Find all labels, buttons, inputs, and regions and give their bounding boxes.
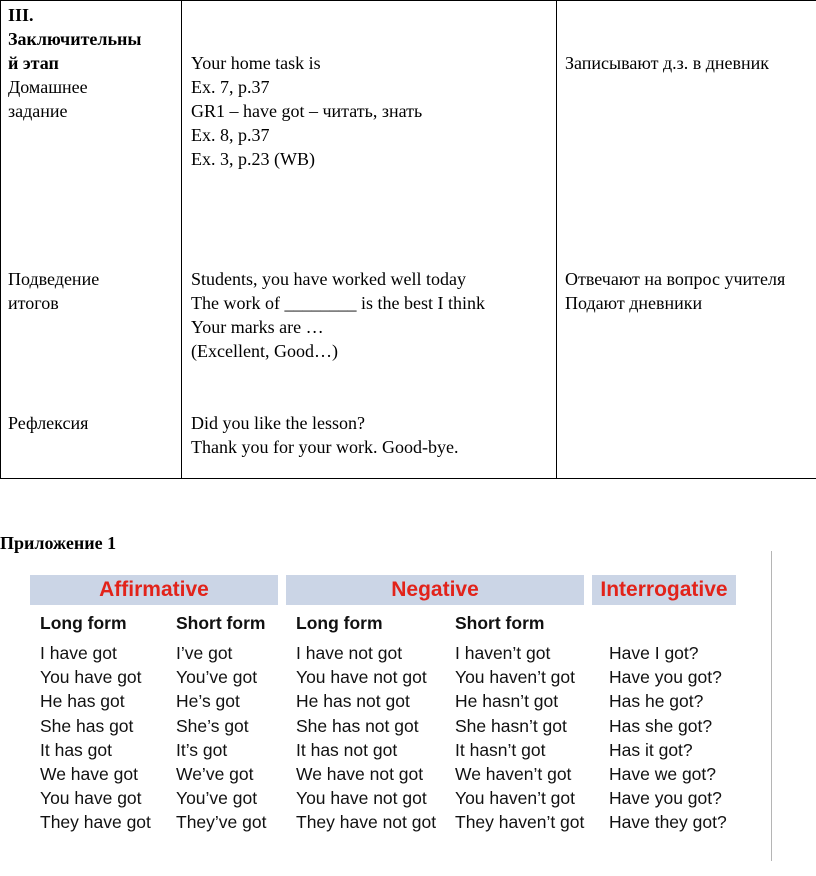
list-item: Has he got? (609, 691, 704, 712)
scan-edge-line (771, 551, 772, 861)
list-item: Have you got? (609, 667, 722, 688)
list-item: You have not got (296, 667, 427, 688)
list-item: I have got (40, 643, 117, 663)
list-item: Have they got? (609, 812, 727, 833)
list-item: We have not got (296, 764, 424, 785)
appendix-title: Приложение 1 (0, 533, 117, 553)
list-item: You’ve got (176, 667, 258, 688)
list-item: You have not got (296, 788, 427, 809)
header-affirmative: Affirmative (30, 575, 278, 605)
teacher-activity-homework: Your home task is Ex. 7, p.37 GR1 – have got – читать, знать Ex. 8, p.37 Ex. 3, p.23 (WB) (191, 53, 423, 169)
list-item: She’s got (176, 715, 249, 736)
stage-name-homework: Домашнее задание (8, 77, 88, 121)
teacher-activity-reflection: Did you like the lesson? Thank you for your work. Good-bye. (191, 413, 459, 457)
list-item: You have got (40, 667, 142, 688)
column-aff-short (176, 641, 266, 835)
list-item: You have got (40, 788, 142, 809)
list-item: I’ve got (176, 643, 233, 663)
student-activity-homework: Записывают д.з. в дневник (565, 53, 770, 73)
list-item: She has got (40, 715, 134, 736)
column-interrogative (609, 641, 727, 835)
list-item: You’ve got (176, 788, 258, 809)
table-border-left (0, 0, 1, 479)
stage-name-reflection: Рефлексия (8, 413, 89, 433)
teacher-activity-summary: Students, you have worked well today The work of ________ is the best I think Your marks are … (Excellent, Good…) (191, 269, 485, 361)
table-column-divider (556, 0, 557, 479)
list-item: Have you got? (609, 788, 722, 809)
student-activity-summary: Отвечают на вопрос учителя Подают дневники (565, 269, 786, 313)
list-item: They have not got (296, 812, 437, 833)
subheader-neg-long: Long form (296, 613, 383, 633)
list-item: It has got (40, 739, 112, 760)
have-got-grammar-chart (30, 575, 740, 845)
list-item: They’ve got (176, 812, 267, 833)
column-neg-short (455, 641, 584, 835)
subheader-aff-long: Long form (40, 613, 127, 633)
list-item: I have not got (296, 643, 403, 663)
list-item: They have got (40, 812, 151, 833)
header-negative: Negative (286, 575, 584, 605)
list-item: I haven’t got (455, 643, 551, 663)
list-item: It has not got (296, 739, 398, 760)
list-item: It hasn’t got (455, 739, 546, 760)
list-item: She hasn’t got (455, 715, 567, 736)
stage-heading: III. Заключительны й этап (8, 5, 142, 73)
list-item: Has it got? (609, 739, 693, 760)
list-item: They haven’t got (455, 812, 585, 833)
list-item: Have we got? (609, 764, 717, 785)
list-item: Has she got? (609, 715, 713, 736)
list-item: He’s got (176, 691, 240, 712)
subheader-neg-short: Short form (455, 613, 545, 633)
header-interrogative: Interrogative (592, 575, 736, 605)
list-item: We have got (40, 764, 138, 785)
list-item: We’ve got (176, 764, 254, 785)
table-border-top (0, 0, 816, 1)
list-item: You haven’t got (455, 667, 576, 688)
list-item: He has got (40, 691, 125, 712)
list-item: He has not got (296, 691, 410, 712)
column-neg-long (296, 641, 436, 835)
stage-name-summary: Подведение итогов (8, 269, 100, 313)
table-border-bottom (0, 478, 816, 479)
list-item: She has not got (296, 715, 419, 736)
column-aff-long (40, 641, 151, 835)
subheader-aff-short: Short form (176, 613, 266, 633)
list-item: You haven’t got (455, 788, 576, 809)
list-item: We haven’t got (455, 764, 572, 785)
list-item: He hasn’t got (455, 691, 559, 712)
list-item: It’s got (176, 739, 228, 760)
list-item: Have I got? (609, 643, 699, 663)
table-column-divider (181, 0, 182, 479)
